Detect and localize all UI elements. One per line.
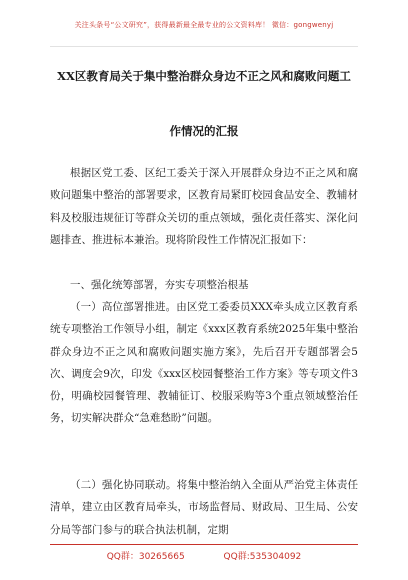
paragraph-2: （二）强化协同联动。将集中整治纳入全面从严治党主体责任清单，建立由区教育局牵头，市场监督局、财政局、卫生局、公安分局等部门参与的联合执法机制，定期 <box>50 479 358 536</box>
section-1-heading: 一、强化统筹部署，夯实专项整治根基 <box>70 279 249 291</box>
footer-divider <box>50 544 358 545</box>
document-title-line-2: 作情况的汇报 <box>169 124 239 138</box>
footer <box>0 549 408 562</box>
intro-paragraph: 根据区党工委、区纪工委关于深入开展群众身边不正之风和腐败问题集中整治的部署要求，区教育局紧盯校园食品安全、教辅材料及校服违规征订等群众关切的重点领域，强化责任落实、深化问题排查、推进标本兼治。现将阶段性工作情况汇报如下： <box>50 167 358 246</box>
paragraph-1: （一）高位部署推进。由区党工委委员XXX牵头成立区教育系统专项整治工作领导小组，制定《xxx区教育系统2025年集中整治群众身边不正之风和腐败问题实施方案》，先后召开专题部署会5次、调度会9次，印发《xxx区校园餐整治工作方案》等专项文件3份，明确校园餐管理、教辅征订、校服采购等3个重点领域整治任务，切实解决群众“急难愁盼”问题。 <box>50 301 358 425</box>
footer-qq-group-2: QQ群:535304092 <box>223 552 302 562</box>
document-title-line-1: XX区教育局关于集中整治群众身边不正之风和腐败问题工 <box>57 69 351 83</box>
header-banner: 关注头条号“公文研究”，获得最新最全最专业的公文资料库！ 微信：gongwenyj <box>74 21 334 29</box>
footer-qq-group-1: QQ群：30265665 <box>106 552 185 562</box>
header-divider <box>50 46 358 47</box>
